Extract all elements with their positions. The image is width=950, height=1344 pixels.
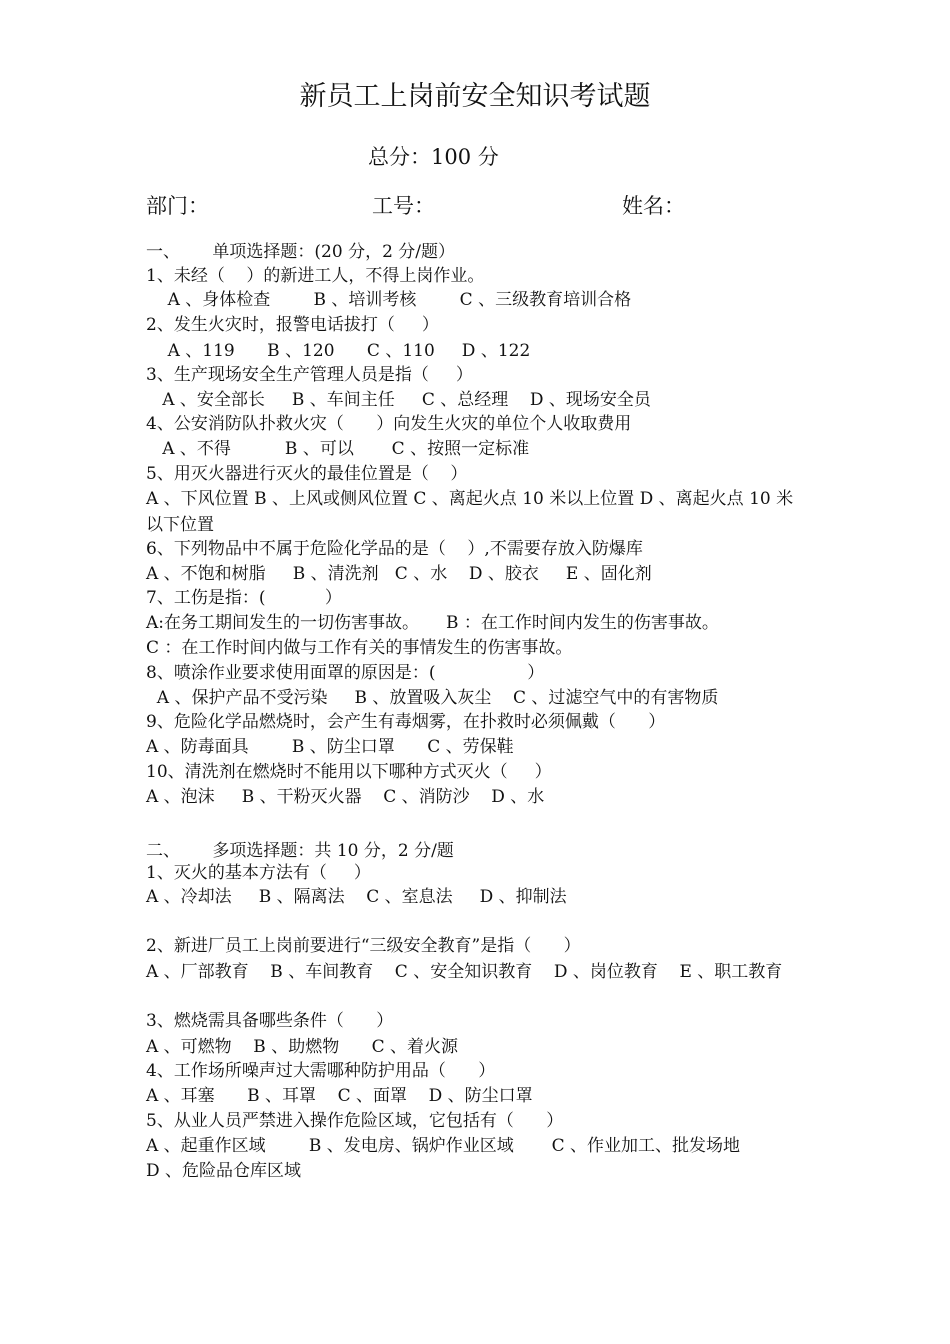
question-line: 1、灭火的基本方法有（ ） bbox=[146, 863, 371, 883]
section-two-heading: 二、 多项选择题：共 10 分，2 分/题 bbox=[146, 841, 454, 861]
page-title: 新员工上岗前安全知识考试题 bbox=[299, 81, 651, 112]
option-line: A 、冷却法 B 、隔离法 C 、室息法 D 、抑制法 bbox=[146, 887, 567, 907]
option-line: A 、119 B 、120 C 、110 D 、122 bbox=[146, 341, 531, 361]
question-line: 2、发生火灾时，报警电话拔打（ ） bbox=[146, 315, 439, 335]
option-line: A 、不饱和树脂 B 、清洗剂 C 、水 D 、胶衣 E 、固化剂 bbox=[146, 564, 652, 584]
name-field: 姓名： bbox=[622, 194, 685, 218]
section-one-heading: 一、 单项选择题：(20 分，2 分/题） bbox=[146, 242, 456, 262]
department-field: 部门： bbox=[146, 194, 209, 218]
question-line: 1、未经（ ）的新进工人，不得上岗作业。 bbox=[146, 266, 485, 286]
option-line: D 、危险品仓库区域 bbox=[146, 1161, 302, 1181]
question-line: 10、清洗剂在燃烧时不能用以下哪种方式灭火（ ） bbox=[146, 762, 552, 782]
option-line: A 、身体检查 B 、培训考核 C 、三级教育培训合格 bbox=[146, 290, 632, 310]
option-line: A 、起重作区域 B 、发电房、锅炉作业区域 C 、作业加工、批发场地 bbox=[146, 1136, 741, 1156]
option-line: 以下位置 bbox=[146, 515, 214, 535]
employee-no-field: 工号： bbox=[372, 194, 435, 218]
option-line: A 、下风位置 B 、上风或侧风位置 C 、离起火点 10 米以上位置 D 、离起火点 10 米 bbox=[146, 489, 794, 509]
option-line: A 、不得 B 、可以 C 、按照一定标准 bbox=[146, 439, 530, 459]
question-line: 5、用灭火器进行灭火的最佳位置是（ ） bbox=[146, 464, 468, 484]
option-line: A 、安全部长 B 、车间主任 C 、总经理 D 、现场安全员 bbox=[146, 390, 651, 410]
question-line: 9、危险化学品燃烧时，会产生有毒烟雾，在扑救时必须佩戴（ ） bbox=[146, 712, 666, 732]
question-line: 4、工作场所噪声过大需哪种防护用品（ ） bbox=[146, 1061, 496, 1081]
question-line: 7、工伤是指：( ） bbox=[146, 588, 342, 608]
question-line: 5、从业人员严禁进入操作危险区域，它包括有（ ） bbox=[146, 1111, 564, 1131]
option-line: A 、耳塞 B 、耳罩 C 、面罩 D 、防尘口罩 bbox=[146, 1086, 533, 1106]
option-line: A 、厂部教育 B 、车间教育 C 、安全知识教育 D 、岗位教育 E 、职工教育 bbox=[146, 962, 783, 982]
option-line: A 、防毒面具 B 、防尘口罩 C 、劳保鞋 bbox=[146, 737, 514, 757]
question-line: 6、下列物品中不属于危险化学品的是（ ）,不需要存放入防爆库 bbox=[146, 539, 643, 559]
question-line: 4、公安消防队扑救火灾（ ）向发生火灾的单位个人收取费用 bbox=[146, 414, 632, 434]
question-line: 2、新进厂员工上岗前要进行“三级安全教育”是指（ ） bbox=[146, 936, 581, 956]
question-line: 3、生产现场安全生产管理人员是指（ ） bbox=[146, 365, 473, 385]
question-line: 3、燃烧需具备哪些条件（ ） bbox=[146, 1011, 394, 1031]
option-line: A 、可燃物 B 、助燃物 C 、着火源 bbox=[146, 1037, 459, 1057]
question-line: 8、喷涂作业要求使用面罩的原因是：( ） bbox=[146, 663, 545, 683]
option-line: A 、泡沫 B 、干粉灭火器 C 、消防沙 D 、水 bbox=[146, 787, 545, 807]
option-line: A:在务工期间发生的一切伤害事故。 B ：在工作时间内发生的伤害事故。 bbox=[146, 613, 719, 633]
total-score: 总分：100 分 bbox=[368, 145, 499, 169]
option-line: A 、保护产品不受污染 B 、放置吸入灰尘 C 、过滤空气中的有害物质 bbox=[146, 688, 719, 708]
option-line: C ：在工作时间内做与工作有关的事情发生的伤害事故。 bbox=[146, 638, 573, 658]
